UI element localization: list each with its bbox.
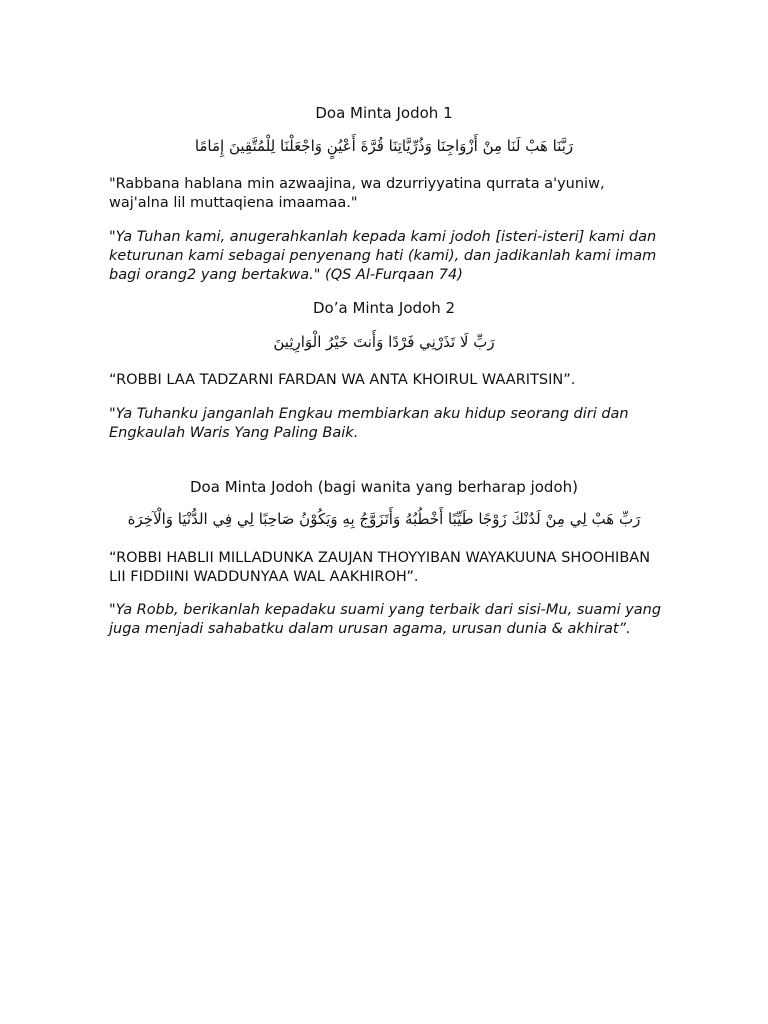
section-1-translation: "Ya Tuhan kami, anugerahkanlah kepada kami jodoh [isteri-isteri] kami dan keturunan kami sebagai penyenang hati (kami), dan jadikanlah kami imam bagi orang2 yang bertakwa." (QS Al-Furqaan 74)	[109, 229, 657, 283]
section-2-title: Do’a Minta Jodoh 2	[312, 299, 456, 317]
section-2-arabic: رَبِّ لَا تَذَرْنِي فَرْدًا وَأَنتَ خَيْرُ الْوَارِثِينَ	[273, 333, 495, 351]
section-3-title: Doa Minta Jodoh (bagi wanita yang berharap jodoh)	[190, 478, 578, 496]
section-3-latin: “ROBBI HABLII MILLADUNKA ZAUJAN THOYYIBAN WAYAKUUNA SHOOHIBAN LII FIDDIINI WADDUNYAA WAL AAKHIROH”.	[109, 550, 651, 585]
section-3-arabic: رَبِّ هَبْ لِي مِنْ لَدُنْكَ زَوْجًا طَيِّبًا أَخْطُبُهُ وَأَتَزَوَّجُ بِهِ وَيَكُوْنُ صَاحِبًا لِي فِي الدُّنْيَا وَالْآخِرَة	[127, 510, 641, 528]
section-1-title: Doa Minta Jodoh 1	[315, 104, 453, 122]
section-1-latin: "Rabbana hablana min azwaajina, wa dzurriyyatina qurrata a'yuniw, waj'alna lil muttaqiena imaamaa."	[109, 176, 605, 211]
section-3-translation: "Ya Robb, berikanlah kepadaku suami yang terbaik dari sisi-Mu, suami yang juga menjadi sahabatku dalam urusan agama, urusan dunia & akhirat”.	[109, 602, 662, 637]
section-2-latin: “ROBBI LAA TADZARNI FARDAN WA ANTA KHOIRUL WAARITSIN”.	[109, 372, 576, 388]
section-1-arabic: رَبَّنَا هَبْ لَنَا مِنْ أَزْوَاجِنَا وَذُرِّيَّاتِنَا قُرَّةَ أَعْيُنٍ وَاجْعَلْنَا لِلْمُتَّقِينَ إِمَامًا	[194, 137, 574, 155]
section-2-translation: "Ya Tuhanku janganlah Engkau membiarkan aku hidup seorang diri dan Engkaulah Waris Yang Paling Baik.	[109, 406, 629, 441]
